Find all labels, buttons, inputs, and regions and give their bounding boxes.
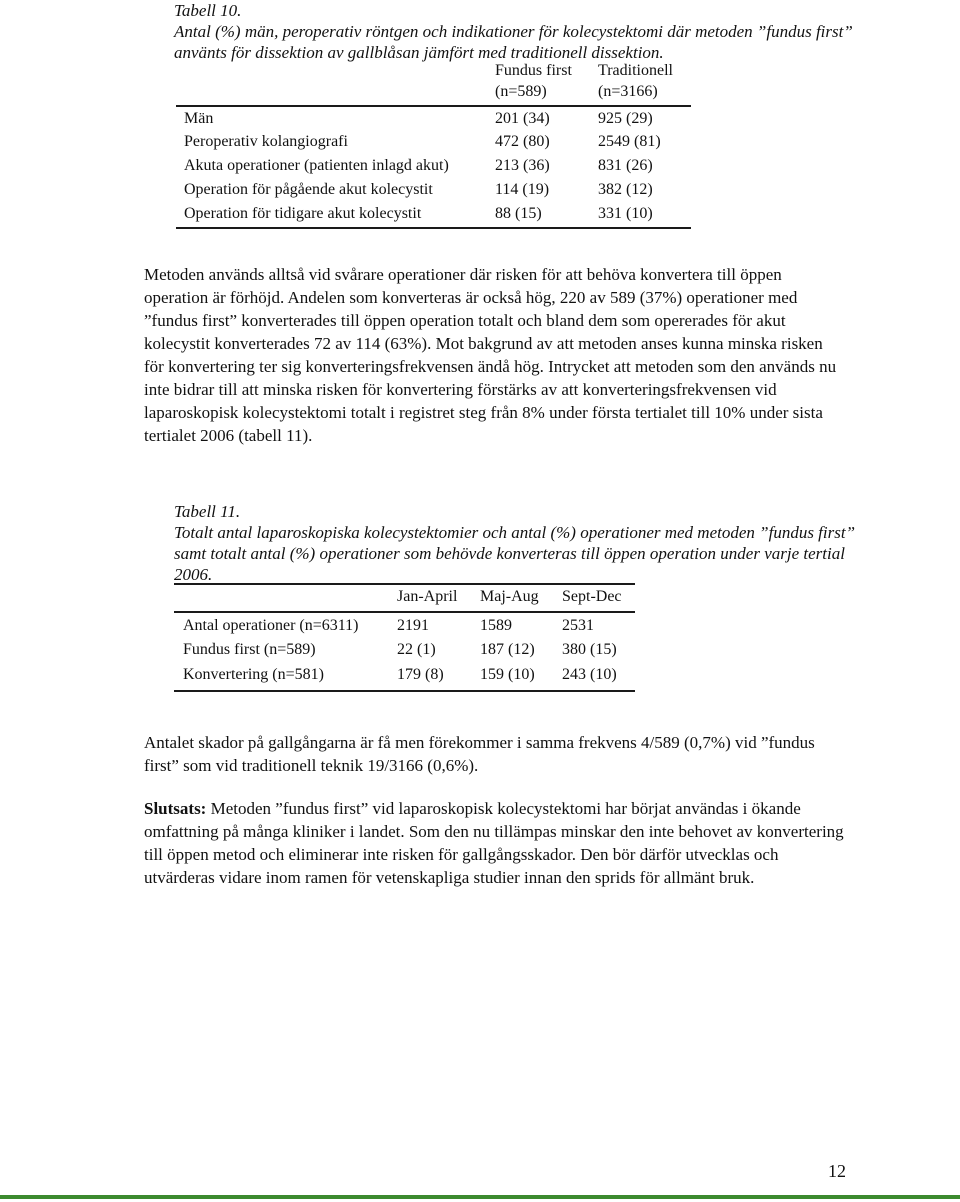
table-cell: 925 (29): [598, 106, 691, 131]
table-10-caption-text: Antal (%) män, peroperativ röntgen och indikationer för kolecystektomi där metoden ”fundus first” använts för dissektion av gallblåsan jämfört med traditionell dissektion.: [174, 22, 853, 62]
row-label: Män: [176, 106, 495, 131]
table-cell: 114 (19): [495, 181, 550, 198]
table-cell: 831 (26): [598, 157, 653, 174]
table-cell: 1589: [480, 612, 562, 638]
table-row: [174, 663, 635, 691]
table-row: [176, 59, 691, 106]
table-row: [174, 612, 635, 638]
row-label: Konvertering (n=581): [174, 663, 397, 691]
table-row: [174, 584, 635, 612]
table-header-cell: Sept-Dec: [562, 584, 635, 612]
row-label: Peroperativ kolangiografi: [184, 133, 348, 150]
body-paragraph: Metoden används alltså vid svårare operationer där risken för att behöva konvertera till öppen operation är förhöjd. Andelen som konverteras är också hög, 220 av 589 (37%) operationer med ”fundus first” konverterades till öppen operation totalt och bland dem som opererades för akut kolecystit konverterades 72 av 114 (63%). Mot bakgrund av att metoden anses kunna minska risken för konvertering ter sig konverteringsfrekvensen ändå hög. Intrycket att metoden som den används nu inte bidrar till att minska risken för konvertering förstärks av att konverteringsfrekvensen vid laparoskopisk kolecystektomi totalt i registret steg från 8% under första tertialet till 10% under sista tertialet 2006 (tabell 11).: [144, 265, 837, 445]
table-header-cell: Jan-April: [397, 584, 480, 612]
table-11: [174, 583, 635, 692]
table-header-cell: [174, 584, 397, 612]
footer-rule: [0, 1195, 960, 1199]
table-cell: 213 (36): [495, 157, 550, 174]
conclusion-text: Metoden ”fundus first” vid laparoskopisk kolecystektomi har börjat användas i ökande omfattning på många kliniker i landet. Som den nu tillämpas minskar den inte behovet av konvertering till öppen metod och eliminerar inte risken för gallgångsskador. Den bör därför utvecklas och utvärderas vidare inom ramen för vetenskapliga studier innan den sprids för allmänt bruk.: [144, 799, 844, 887]
table-header-cell: [598, 59, 691, 106]
page-number: 12: [828, 1161, 846, 1181]
table-row: [176, 203, 691, 228]
row-label: Akuta operationer (patienten inlagd akut): [184, 157, 449, 174]
table-cell: 2549 (81): [598, 133, 661, 150]
table-cell: 88 (15): [495, 203, 598, 228]
table-cell: 243 (10): [562, 663, 635, 691]
header-sub-label: (n=589): [495, 83, 547, 100]
table-row: [176, 179, 691, 203]
table-cell: 2531: [562, 612, 635, 638]
table-10: [176, 59, 691, 229]
row-label: Fundus first (n=589): [183, 641, 316, 658]
table-11-title: Tabell 11.: [174, 502, 241, 521]
header-label: Traditionell: [598, 62, 673, 79]
table-cell: 201 (34): [495, 106, 598, 131]
table-header-cell: [176, 59, 495, 106]
table-row: [176, 155, 691, 179]
table-row: [176, 131, 691, 155]
table-11-caption-text: Totalt antal laparoskopiska kolecystektomier och antal (%) operationer med metoden ”fundus first” samt totalt antal (%) operationer som behövde konverteras till öppen operation under varje tertial 2006.: [174, 523, 856, 584]
table-cell: 159 (10): [480, 663, 562, 691]
table-header-cell: [495, 59, 598, 106]
table-cell: 382 (12): [598, 181, 653, 198]
row-label: Operation för pågående akut kolecystit: [184, 181, 433, 198]
header-sub-label: (n=3166): [598, 83, 658, 100]
conclusion-paragraph: [144, 797, 844, 889]
table-row: [176, 106, 691, 131]
table-11-caption: [174, 501, 864, 585]
table-row: [174, 638, 635, 663]
table-header-cell: Maj-Aug: [480, 584, 562, 612]
header-label: Fundus first: [495, 62, 572, 79]
body-paragraph: Antalet skador på gallgångarna är få men förekommer i samma frekvens 4/589 (0,7%) vid ”fundus first” som vid traditionell teknik 19/3166 (0,6%).: [144, 733, 815, 775]
table-cell: 22 (1): [397, 641, 436, 658]
table-cell: 380 (15): [562, 641, 617, 658]
table-cell: 179 (8): [397, 663, 480, 691]
table-10-caption: [174, 0, 874, 63]
conclusion-label: Slutsats:: [144, 799, 207, 818]
row-label: Antal operationer (n=6311): [174, 612, 397, 638]
row-label: Operation för tidigare akut kolecystit: [176, 203, 495, 228]
table-cell: 187 (12): [480, 641, 535, 658]
table-10-title: Tabell 10.: [174, 1, 242, 20]
table-cell: 472 (80): [495, 133, 550, 150]
table-cell: 2191: [397, 612, 480, 638]
table-cell: 331 (10): [598, 203, 691, 228]
